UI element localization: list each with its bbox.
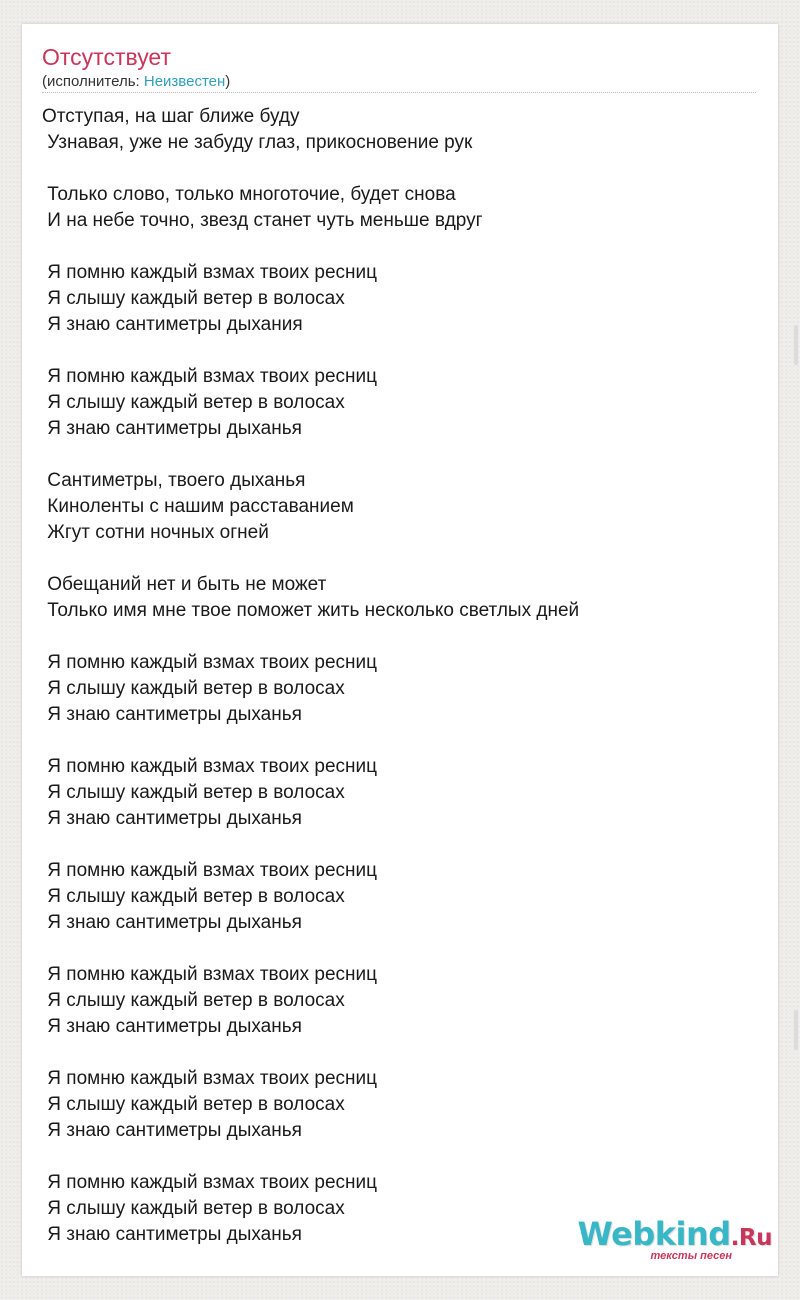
- stanza-break: [42, 624, 756, 650]
- lyric-line: Я знаю сантиметры дыханья: [42, 808, 302, 829]
- lyric-line: Я слышу каждый ветер в волосах: [42, 886, 345, 907]
- lyric-line: Я помню каждый взмах твоих ресниц: [42, 262, 378, 283]
- lyric-line: Я слышу каждый ветер в волосах: [42, 288, 345, 309]
- edge-scroll-mark-lower: [794, 1010, 798, 1050]
- lyric-line: Я помню каждый взмах твоих ресниц: [42, 1068, 378, 1089]
- stanza-break: [42, 936, 756, 962]
- lyric-line: Я помню каждый взмах твоих ресниц: [42, 860, 378, 881]
- edge-scroll-mark-upper: [794, 325, 798, 365]
- stanza-break: [42, 234, 756, 260]
- lyric-line: Я помню каждый взмах твоих ресниц: [42, 652, 378, 673]
- artist-link[interactable]: Неизвестен: [143, 73, 226, 90]
- lyric-line: Я слышу каждый ветер в волосах: [42, 678, 345, 699]
- stanza-break: [42, 832, 756, 858]
- stanza-break: [42, 156, 756, 182]
- lyric-line: Я слышу каждый ветер в волосах: [42, 392, 345, 413]
- lyrics-text: [42, 104, 756, 1248]
- lyric-line: Я знаю сантиметры дыхания: [42, 314, 303, 335]
- stanza-break: [42, 546, 756, 572]
- lyric-line: Я знаю сантиметры дыханья: [42, 1120, 302, 1141]
- artist-prefix: (исполнитель:: [42, 73, 144, 90]
- lyric-line: Я знаю сантиметры дыханья: [42, 1224, 302, 1245]
- logo-name: Webkind: [577, 1215, 731, 1253]
- lyric-line: Я знаю сантиметры дыханья: [42, 704, 302, 725]
- lyric-line: Киноленты с нашим расставанием: [42, 496, 354, 517]
- lyric-line: Я знаю сантиметры дыханья: [42, 1016, 302, 1037]
- lyric-line: Я помню каждый взмах твоих ресниц: [42, 366, 378, 387]
- lyric-line: Жгут сотни ночных огней: [42, 522, 269, 543]
- lyric-line: Я слышу каждый ветер в волосах: [42, 990, 345, 1011]
- lyric-line: Я слышу каждый ветер в волосах: [42, 782, 345, 803]
- lyric-line: Я слышу каждый ветер в волосах: [42, 1094, 345, 1115]
- lyric-line: Я знаю сантиметры дыханья: [42, 418, 302, 439]
- lyric-line: Обещаний нет и быть не может: [42, 574, 327, 595]
- stanza-break: [42, 728, 756, 754]
- lyric-line: Я помню каждый взмах твоих ресниц: [42, 756, 378, 777]
- lyric-line: Я знаю сантиметры дыханья: [42, 912, 302, 933]
- stanza-break: [42, 338, 756, 364]
- logo-tld: .Ru: [730, 1225, 772, 1251]
- stanza-break: [42, 1144, 756, 1170]
- lyric-line: Отступая, на шаг ближе буду: [42, 106, 300, 127]
- song-title: Отсутствует: [42, 44, 171, 70]
- stanza-break: [42, 442, 756, 468]
- lyric-line: И на небе точно, звезд станет чуть меньше вдруг: [42, 210, 483, 231]
- lyric-line: Узнавая, уже не забуду глаз, прикосновение рук: [42, 132, 473, 153]
- logo-tagline: тексты песен: [650, 1250, 732, 1262]
- lyric-line: Я помню каждый взмах твоих ресниц: [42, 1172, 378, 1193]
- lyric-line: Сантиметры, твоего дыханья: [42, 470, 306, 491]
- lyric-line: Я слышу каждый ветер в волосах: [42, 1198, 345, 1219]
- lyric-line: Только слово, только многоточие, будет снова: [42, 184, 456, 205]
- artist-line: [42, 73, 230, 91]
- lyric-line: Я помню каждый взмах твоих ресниц: [42, 964, 378, 985]
- site-logo[interactable]: [572, 1216, 772, 1266]
- lyric-line: Только имя мне твое поможет жить несколько светлых дней: [42, 600, 580, 621]
- stanza-break: [42, 1040, 756, 1066]
- title-divider: [42, 92, 756, 93]
- artist-suffix: ): [225, 73, 231, 90]
- lyrics-card: [22, 24, 778, 1276]
